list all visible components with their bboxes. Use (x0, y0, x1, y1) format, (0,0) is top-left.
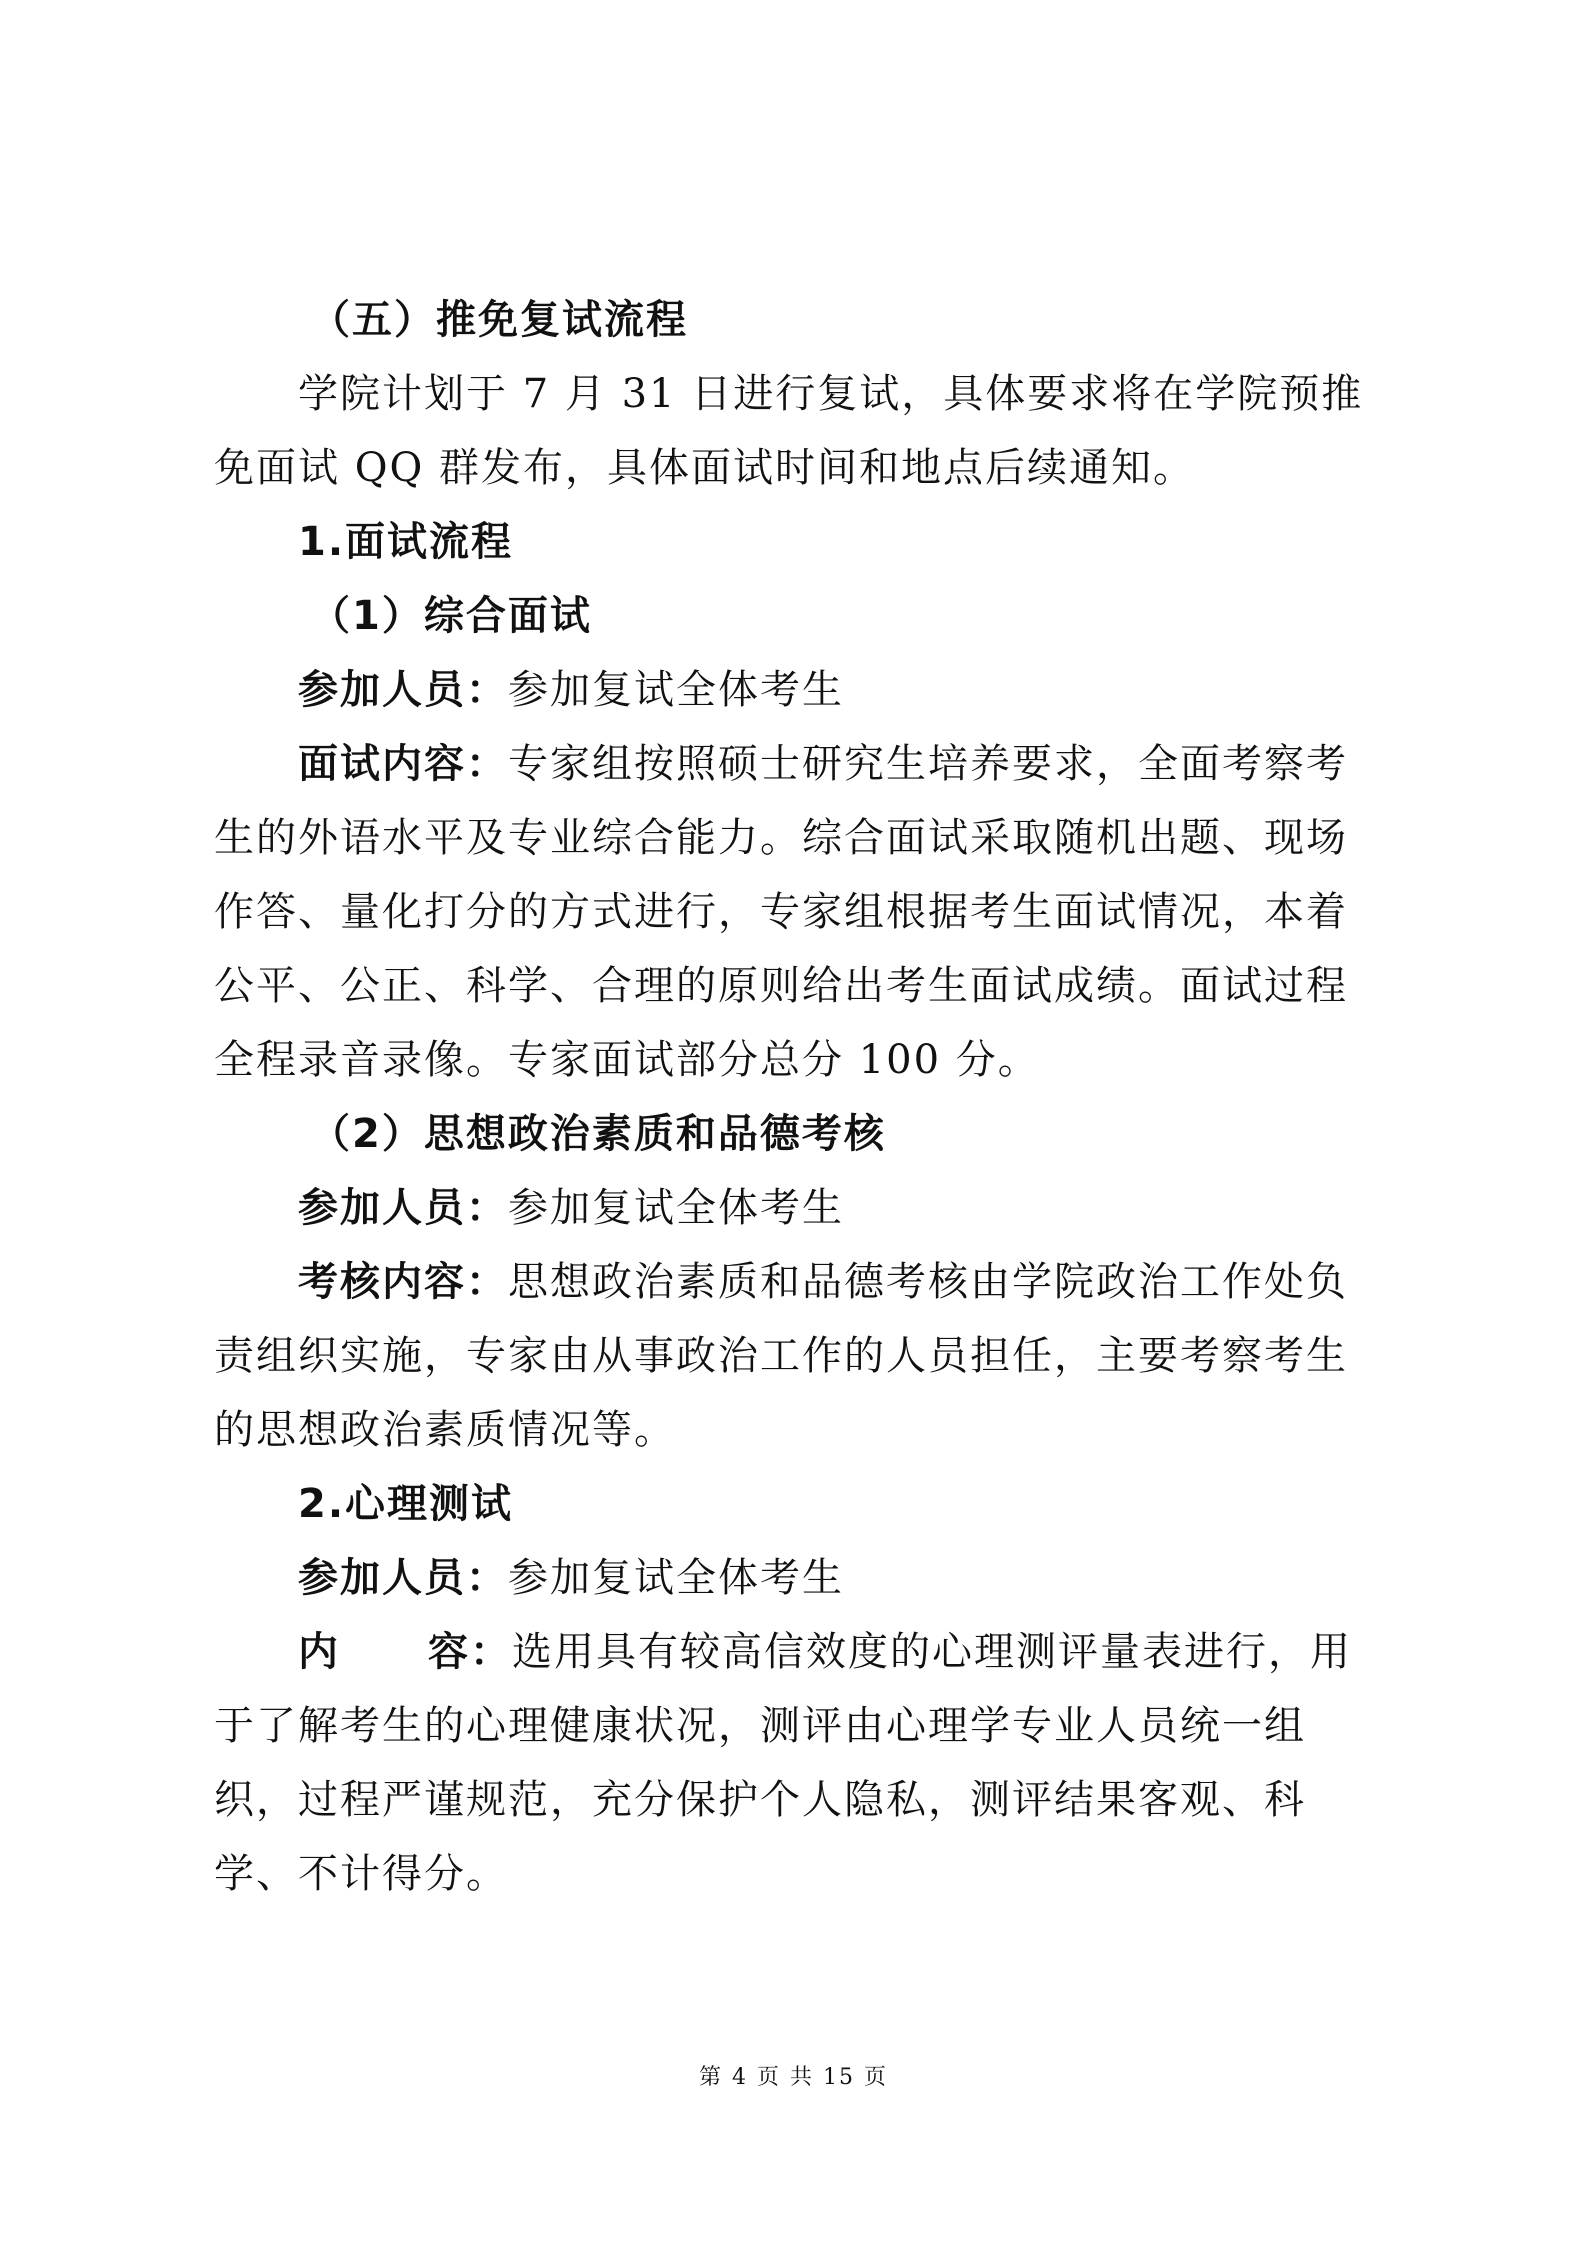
item2-participants-label: 参加人员： (298, 1185, 508, 1231)
intro-paragraph: 学院计划于 7 月 31 日进行复试，具体要求将在学院预推免面试 QQ 群发布，具体面试时间和地点后续通知。 (214, 371, 1364, 491)
item1-content-label: 面试内容： (298, 741, 508, 787)
item2-content (214, 1245, 1384, 1467)
item2-content-text: 思想政治素质和品德考核由学院政治工作处负责组织实施，专家由从事政治工作的人员担任，主要考察考生的思想政治素质情况等。 (214, 1259, 1348, 1453)
part2-participants (214, 1541, 1384, 1615)
item2-participants-text: 参加复试全体考生 (508, 1185, 844, 1231)
item2-participants (214, 1171, 1384, 1245)
part2-content-text: 选用具有较高信效度的心理测评量表进行，用于了解考生的心理健康状况，测评由心理学专业人员统一组织，过程严谨规范，充分保护个人隐私，测评结果客观、科学、不计得分。 (214, 1629, 1352, 1897)
item2-heading: （2）思想政治素质和品德考核 (310, 1111, 886, 1157)
part2-content (214, 1615, 1384, 1911)
page-footer: 第 4 页 共 15 页 (699, 2065, 888, 2090)
item1-content-text: 专家组按照硕士研究生培养要求，全面考察考生的外语水平及专业综合能力。综合面试采取随机出题、现场作答、量化打分的方式进行，专家组根据考生面试情况，本着公平、公正、科学、合理的原则给出考生面试成绩。面试过程全程录音录像。专家面试部分总分 100 分。 (214, 741, 1348, 1083)
item1-participants-text: 参加复试全体考生 (508, 667, 844, 713)
part2-participants-label: 参加人员： (298, 1555, 508, 1601)
part2-heading: 2.心理测试 (298, 1481, 514, 1527)
part2-participants-text: 参加复试全体考生 (508, 1555, 844, 1601)
item1-participants-label: 参加人员： (298, 667, 508, 713)
item2-content-label: 考核内容： (298, 1259, 508, 1305)
item1-content (214, 727, 1384, 1097)
part2-content-label: 内 容： (298, 1629, 512, 1675)
part1-heading: 1.面试流程 (298, 519, 514, 565)
document-body (214, 283, 1384, 1911)
section-title: （五）推免复试流程 (310, 297, 688, 343)
item1-heading: （1）综合面试 (310, 593, 592, 639)
item1-participants (214, 653, 1384, 727)
